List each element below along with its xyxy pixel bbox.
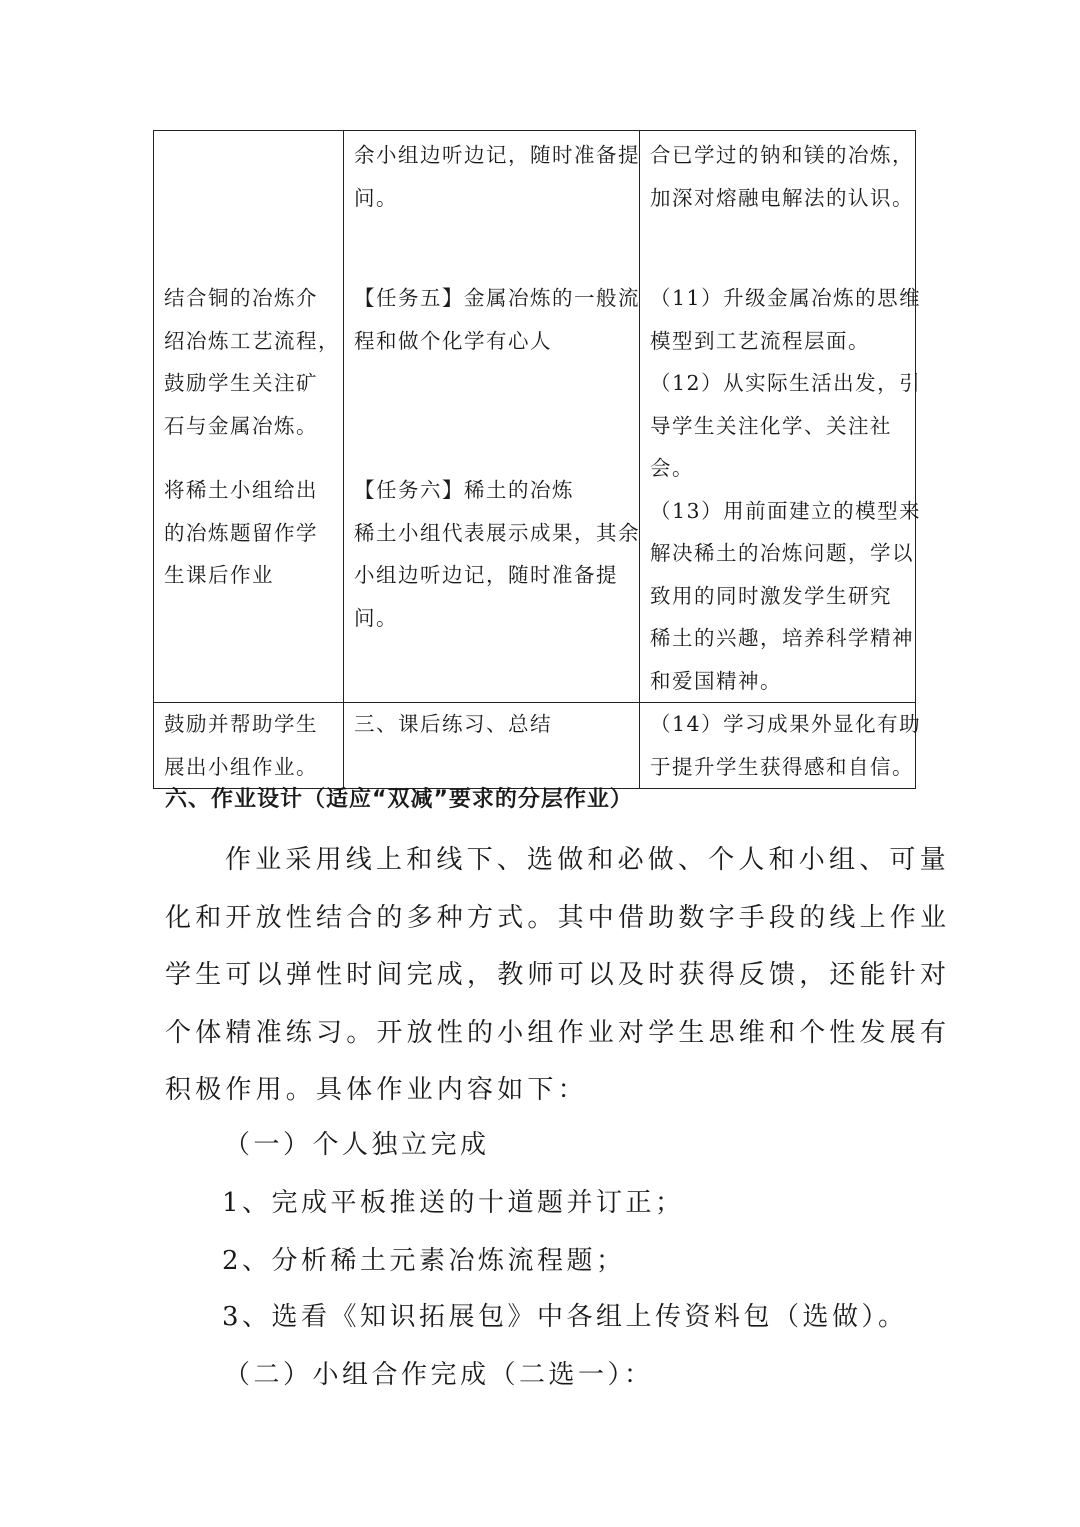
cell-line: 和爱国精神。 bbox=[650, 668, 782, 693]
table-row bbox=[154, 703, 916, 789]
cell-line: 稀土小组代表展示成果，其余 bbox=[354, 520, 640, 545]
paragraph-line: 积极作用。具体作业内容如下： bbox=[165, 1075, 588, 1105]
cell-line: （11）升级金属冶炼的思维 bbox=[650, 286, 922, 310]
table-row bbox=[154, 131, 916, 703]
lesson-plan-table bbox=[153, 130, 922, 789]
cell-line: 结合铜的冶炼介 bbox=[164, 286, 318, 310]
cell-line: 会。 bbox=[650, 456, 694, 480]
cell-line: 致用的同时激发学生研究 bbox=[650, 583, 892, 608]
cell-line: 石与金属冶炼。 bbox=[164, 413, 318, 438]
table-cell-design-intent bbox=[640, 703, 922, 789]
paragraph-line: 个体精准练习。开放性的小组作业对学生思维和个性发展有 bbox=[165, 1017, 951, 1048]
list-item: 3、选看《知识拓展包》中各组上传资料包（选做）。 bbox=[222, 1302, 908, 1332]
section-heading: 六、作业设计（适应“双减”要求的分层作业） bbox=[165, 787, 633, 812]
table-cell-design-intent bbox=[640, 131, 922, 703]
cell-line: 导学生关注化学、关注社 bbox=[650, 413, 892, 438]
paragraph-line: 作业采用线上和线下、选做和必做、个人和小组、可量 bbox=[225, 845, 950, 875]
cell-line: 绍冶炼工艺流程， bbox=[164, 328, 340, 353]
cell-line: 程和做个化学有心人 bbox=[354, 328, 552, 353]
paragraph-line: 化和开放性结合的多种方式。其中借助数字手段的线上作业 bbox=[165, 902, 951, 933]
subsection-heading: （一）个人独立完成 bbox=[224, 1130, 490, 1160]
cell-line: 解决稀土的冶炼问题，学以 bbox=[650, 541, 914, 565]
cell-line: 【任务六】稀土的冶炼 bbox=[354, 478, 574, 502]
body-paragraph bbox=[165, 832, 951, 1120]
cell-line: 【任务五】金属冶炼的一般流 bbox=[354, 286, 640, 310]
cell-line: 问。 bbox=[354, 605, 398, 630]
table-cell-student-activity bbox=[344, 131, 640, 703]
table-cell-teacher-activity bbox=[154, 131, 344, 703]
table-cell-teacher-activity bbox=[154, 703, 344, 789]
cell-line: （14）学习成果外显化有助 bbox=[650, 712, 922, 736]
cell-line: 合已学过的钠和镁的冶炼， bbox=[650, 143, 914, 167]
subsection-heading: （二）小组合作完成（二选一）： bbox=[224, 1360, 654, 1390]
list-item: 2、分析稀土元素冶炼流程题； bbox=[222, 1246, 626, 1276]
cell-line: 的冶炼题留作学 bbox=[164, 520, 318, 545]
cell-line: 问。 bbox=[354, 185, 398, 210]
cell-line: 展出小组作业。 bbox=[164, 754, 318, 779]
cell-line: 将稀土小组给出 bbox=[164, 478, 318, 502]
cell-line: 生课后作业 bbox=[164, 563, 274, 587]
cell-line: （13）用前面建立的模型来 bbox=[650, 498, 922, 523]
cell-line: 余小组边听边记，随时准备提 bbox=[354, 143, 640, 167]
cell-line: 稀土的兴趣，培养科学精神 bbox=[650, 626, 914, 650]
cell-line: 三、课后练习、总结 bbox=[354, 712, 552, 736]
cell-line: 模型到工艺流程层面。 bbox=[650, 328, 870, 353]
table-cell-student-activity bbox=[344, 703, 640, 789]
list-item: 1、完成平板推送的十道题并订正； bbox=[222, 1188, 685, 1218]
cell-line: 鼓励并帮助学生 bbox=[164, 712, 318, 736]
cell-line: 小组边听边记，随时准备提 bbox=[354, 563, 618, 587]
cell-line: （12）从实际生活出发，引 bbox=[650, 371, 922, 395]
cell-line: 加深对熔融电解法的认识。 bbox=[650, 185, 914, 210]
cell-line: 于提升学生获得感和自信。 bbox=[650, 754, 914, 779]
paragraph-line: 学生可以弹性时间完成，教师可以及时获得反馈，还能针对 bbox=[165, 960, 951, 990]
cell-line: 鼓励学生关注矿 bbox=[164, 371, 318, 395]
